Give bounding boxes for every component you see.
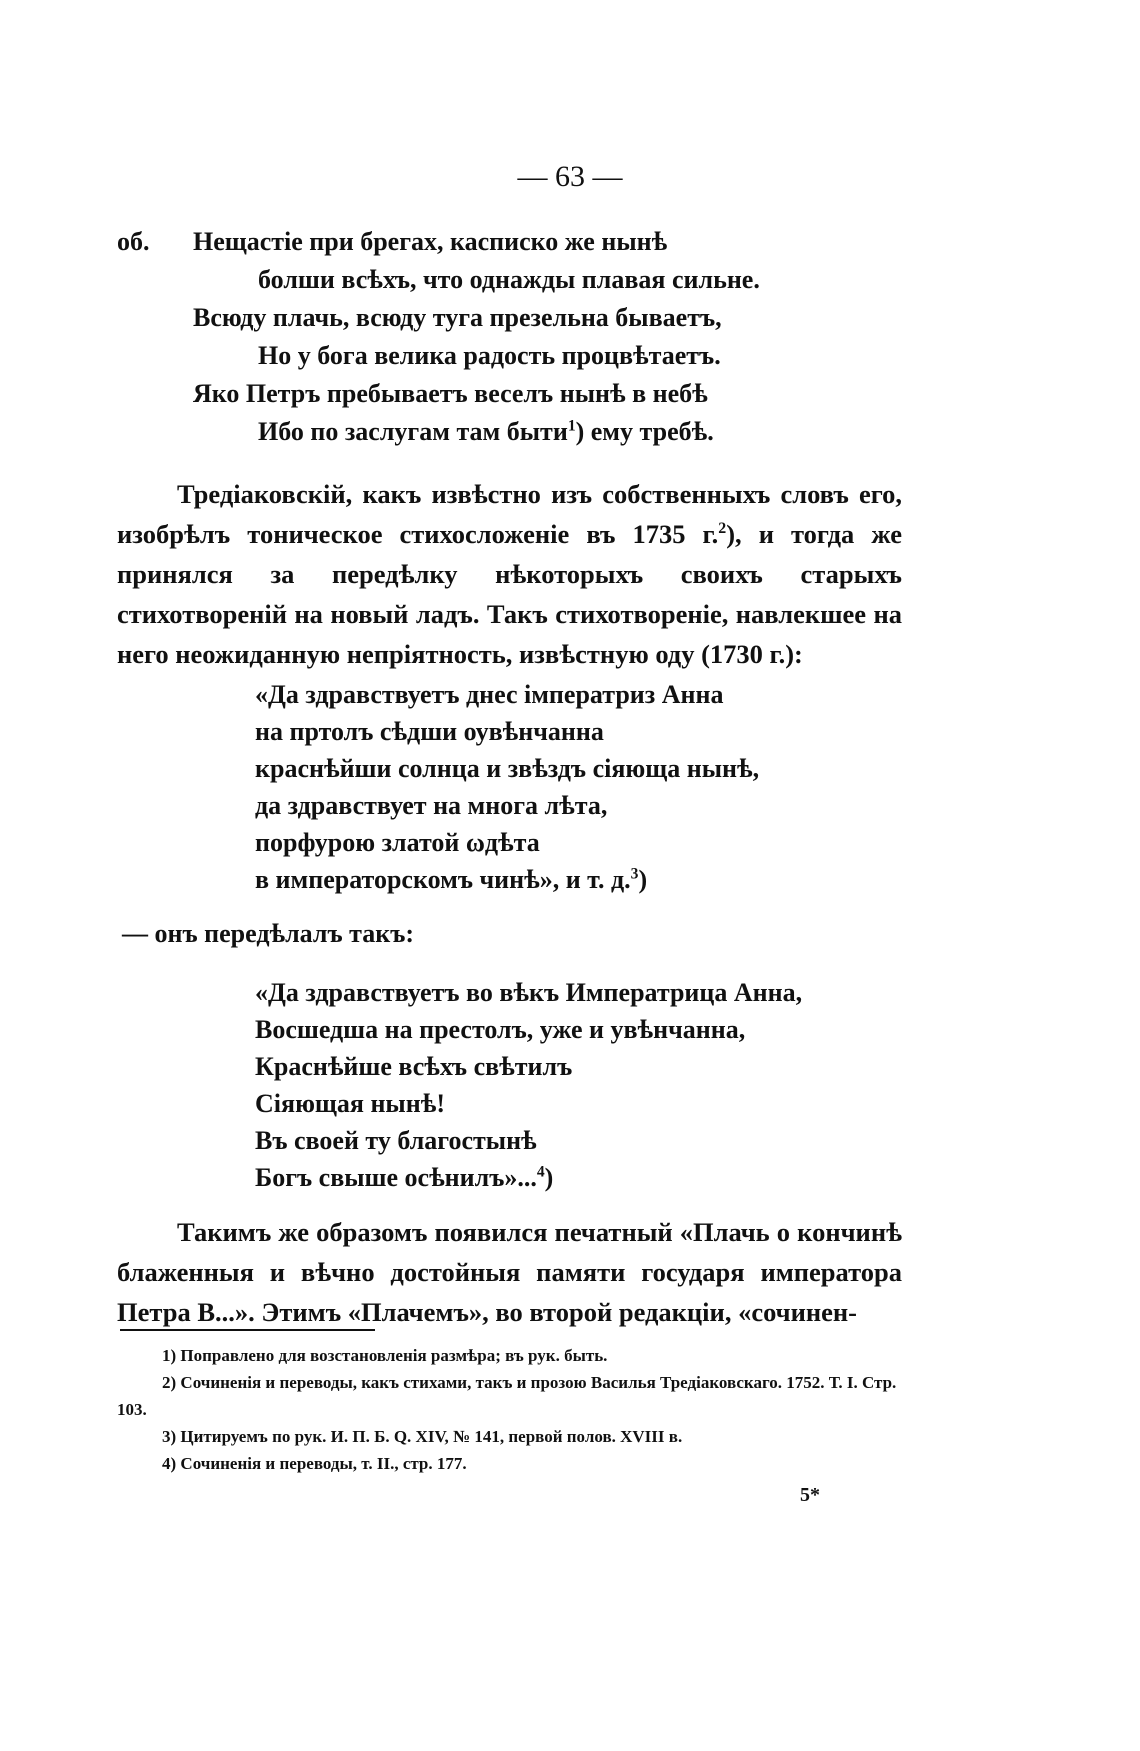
footnote-ref: 4 xyxy=(536,1163,545,1181)
verse-line: «Да здравствуетъ днес імператриз Анна xyxy=(255,680,724,709)
verse-line xyxy=(255,1162,553,1194)
paragraph-text: Тредіаковскій, какъ извѣстно изъ собственныхъ словъ его, изобрѣлъ тоническое стихосложеніе въ 1735 г. xyxy=(117,479,902,549)
verse-line: на пртолъ сѣдши оувѣнчанна xyxy=(255,717,604,746)
verse-line xyxy=(255,864,647,896)
verse-line xyxy=(258,416,714,448)
footnote xyxy=(117,1342,902,1369)
verse-line: Краснѣйше всѣхъ свѣтилъ xyxy=(255,1052,573,1081)
footnote-ref: 3 xyxy=(630,865,639,883)
paragraph-text: ), и тогда же принялся за передѣлку нѣкоторыхъ своихъ старыхъ стихотвореній на новый ладъ. Такъ стихотвореніе, навлекшее на него неожиданную непріятность, извѣстную оду (1730 г.): xyxy=(117,519,902,669)
verse-text: Ибо по заслугам там быти xyxy=(258,417,568,446)
verse-text: ) ему требѣ. xyxy=(575,417,714,446)
verse-line: краснѣйши солнца и звѣздъ сіяюща нынѣ, xyxy=(255,754,760,783)
verse-text: в императорскомъ чинѣ», и т. д. xyxy=(255,865,631,894)
footnote-text: 4) Сочиненія и переводы, т. II., стр. 177. xyxy=(162,1454,467,1473)
verse-text: ) xyxy=(638,865,648,894)
verse-line: Но у бога велика радость процвѣтаетъ. xyxy=(258,341,721,370)
verse-line: Всюду плачь, всюду туга презельна бываетъ, xyxy=(193,303,722,332)
signature-mark: 5* xyxy=(800,1484,820,1506)
verse-line: да здравствует на многа лѣта, xyxy=(255,791,608,820)
verse-line: болши всѣхъ, что однажды плавая сильне. xyxy=(258,265,760,294)
verse-line: Нещастіе при брегах, касписко же нынѣ xyxy=(193,227,668,256)
verse-text: ) xyxy=(544,1163,554,1192)
folio-marker: об. xyxy=(117,227,150,256)
footnote-text: 2) Сочиненія и переводы, какъ стихами, такъ и прозою Василья Тредіаковскаго. 1752. Т. I. Стр. 103. xyxy=(117,1373,897,1419)
verse-line: порфурою златой ωдѣта xyxy=(255,828,540,857)
paragraph-2 xyxy=(117,1212,902,1332)
footnote-ref: 2 xyxy=(718,520,727,538)
footnote xyxy=(117,1369,902,1423)
footnote xyxy=(117,1450,902,1477)
footnote-text: 1) Поправлено для возстановленія размѣра; въ рук. быть. xyxy=(162,1346,608,1365)
transition-line: — онъ передѣлалъ такъ: xyxy=(122,919,415,948)
verse-line: Сіяющая нынѣ! xyxy=(255,1089,445,1118)
footnote-ref: 1 xyxy=(567,417,576,435)
footnote-divider xyxy=(120,1329,375,1331)
footnote-text: 3) Цитируемъ по рук. И. П. Б. Q. XIV, № 141, первой полов. XVIII в. xyxy=(162,1427,683,1446)
verse-line: Въ своей ту благостынѣ xyxy=(255,1126,537,1155)
footnote xyxy=(117,1423,902,1450)
verse-line: Яко Петръ пребываетъ веселъ нынѣ в небѣ xyxy=(193,379,708,408)
page-number: — 63 — xyxy=(517,160,623,193)
verse-line: Восшедша на престолъ, уже и увѣнчанна, xyxy=(255,1015,746,1044)
verse-line: «Да здравствуетъ во вѣкъ Императрица Анна, xyxy=(255,978,803,1007)
paragraph-1 xyxy=(117,474,902,674)
verse-text: Богъ свыше осѣнилъ»... xyxy=(255,1163,537,1192)
paragraph-text: Такимъ же образомъ появился печатный «Плачь о кончинѣ блаженныя и вѣчно достойныя памяти государя императора Петра В...». Этимъ «Плачемъ», во второй редакціи, «сочинен- xyxy=(117,1217,902,1327)
